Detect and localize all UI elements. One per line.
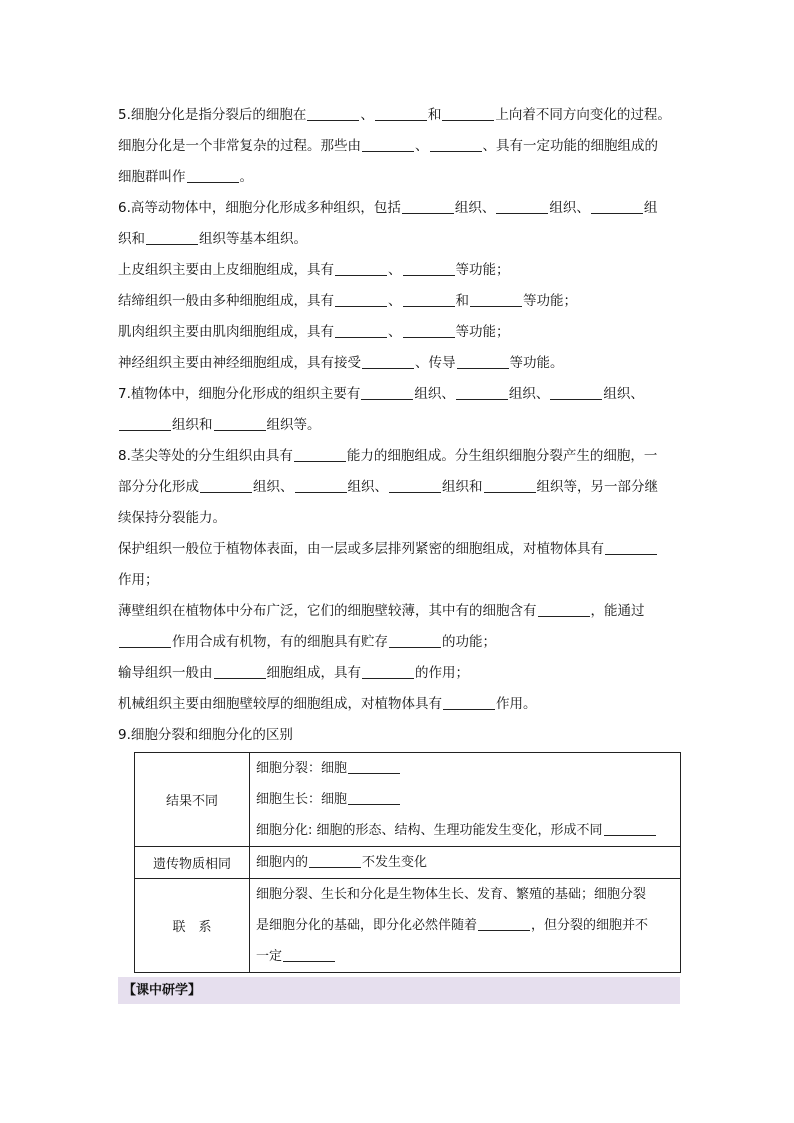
blank[interactable] <box>200 477 252 493</box>
text: 组 <box>643 200 658 216</box>
q6-line-4 <box>118 286 688 317</box>
q7-line-2 <box>118 410 688 441</box>
text: 细胞群叫作 <box>118 169 186 185</box>
text: 部分分化形成 <box>118 479 199 495</box>
blank[interactable] <box>496 198 548 214</box>
text: 肌肉组织主要由肌肉细胞组成，具有 <box>118 324 334 340</box>
q6-line-5 <box>118 317 688 348</box>
q8-line-8 <box>118 658 688 689</box>
text: 能力的细胞组成。分生组织细胞分裂产生的细胞，一 <box>346 448 658 464</box>
row-header: 联 系 <box>135 879 250 973</box>
text: 不发生变化 <box>362 855 428 870</box>
text-row <box>256 941 674 972</box>
text: 5.细胞分化是指分裂后的细胞在 <box>118 107 307 123</box>
text: 的作用； <box>415 665 469 681</box>
text: 7.植物体中，细胞分化形成的组织主要有 <box>118 386 361 402</box>
text: 神经组织主要由神经细胞组成，具有接受 <box>118 355 361 371</box>
blank[interactable] <box>430 136 482 152</box>
text: 8.茎尖等处的分生组织由具有 <box>118 448 293 464</box>
text-row <box>256 753 674 784</box>
text: 一定 <box>256 949 283 964</box>
text: 细胞分化: 细胞的形态、结构、生理功能发生变化，形成不同 <box>256 823 603 838</box>
text: 组织等基本组织。 <box>199 231 307 247</box>
blank[interactable] <box>403 260 455 276</box>
blank[interactable] <box>550 384 602 400</box>
text: 组织、 <box>603 386 644 402</box>
blank[interactable] <box>484 477 536 493</box>
blank[interactable] <box>187 167 239 183</box>
text: 、传导 <box>415 355 456 371</box>
text: 织和 <box>118 231 145 247</box>
text: 、 <box>388 262 402 278</box>
text: 组织等。 <box>266 417 321 433</box>
q8-line-4 <box>118 534 688 565</box>
q6-line-6 <box>118 348 688 379</box>
blank[interactable] <box>538 601 590 617</box>
text: 结缔组织一般由多种细胞组成，具有 <box>118 293 334 309</box>
text: 等功能； <box>455 262 510 278</box>
text: 输导组织一般由 <box>118 665 213 681</box>
text: 组织和 <box>442 479 483 495</box>
q5-line-1 <box>118 100 688 131</box>
text: 、 <box>360 107 374 123</box>
text-row <box>256 815 674 846</box>
blank[interactable] <box>335 291 387 307</box>
text: 6.高等动物体中，细胞分化形成多种组织，包括 <box>118 200 401 216</box>
blank[interactable] <box>604 820 656 836</box>
blank[interactable] <box>375 105 427 121</box>
blank[interactable] <box>442 105 494 121</box>
blank[interactable] <box>362 136 414 152</box>
text: 组织、 <box>549 200 590 216</box>
text: 组织、 <box>454 200 496 216</box>
blank[interactable] <box>295 477 347 493</box>
text: 细胞分裂、生长和分化是生物体生长、发育、繁殖的基础；细胞分裂 <box>256 887 647 902</box>
text: 保护组织一般位于植物体表面，由一层或多层排列紧密的细胞组成，对植物体具有 <box>118 541 604 557</box>
text: 的功能； <box>442 634 496 650</box>
q6-line-1 <box>118 193 688 224</box>
text: 组织、 <box>253 479 294 495</box>
blank[interactable] <box>389 477 441 493</box>
q8-line-9 <box>118 689 688 720</box>
q5-line-3 <box>118 162 688 193</box>
text: 组织和 <box>172 417 213 433</box>
text-row <box>256 847 674 878</box>
text: 等功能。 <box>509 355 564 371</box>
text: 细胞组成，具有 <box>266 665 361 681</box>
blank[interactable] <box>119 632 171 648</box>
text-row <box>256 879 674 910</box>
blank[interactable] <box>307 105 359 121</box>
text: 组织、 <box>414 386 455 402</box>
blank[interactable] <box>456 384 508 400</box>
blank[interactable] <box>443 694 495 710</box>
worksheet <box>118 100 688 1004</box>
text: 细胞分裂：细胞 <box>256 761 348 776</box>
text: 作用。 <box>496 696 537 712</box>
text: ，但分裂的细胞并不 <box>531 918 649 933</box>
row-content <box>250 879 681 973</box>
text: 、 <box>388 324 402 340</box>
text: 和 <box>427 107 442 123</box>
comparison-table <box>134 752 681 973</box>
q7-line-1 <box>118 379 688 410</box>
text: 组织、 <box>508 386 550 402</box>
q5-line-2 <box>118 131 688 162</box>
blank[interactable] <box>294 446 346 462</box>
row-content <box>250 753 681 847</box>
blank[interactable] <box>309 852 361 868</box>
table-row <box>135 847 681 879</box>
text: 作用合成有机物，有的细胞具有贮存 <box>172 634 388 650</box>
text: 。 <box>239 169 253 185</box>
row-content <box>250 847 681 879</box>
text-row <box>256 784 674 815</box>
blank[interactable] <box>478 915 530 931</box>
text: 薄壁组织在植物体中分布广泛，它们的细胞壁较薄，其中有的细胞含有 <box>118 603 537 619</box>
text: 和 <box>455 293 469 309</box>
text: 机械组织主要由细胞壁较厚的细胞组成，对植物体具有 <box>118 696 442 712</box>
text: 细胞分化是一个非常复杂的过程。那些由 <box>118 138 361 154</box>
text: 续保持分裂能力。 <box>118 510 226 526</box>
q8-line-2 <box>118 472 688 503</box>
text: 组织等，另一部分继 <box>536 479 658 495</box>
blank[interactable] <box>335 260 387 276</box>
blank[interactable] <box>214 663 266 679</box>
text: 、 <box>415 138 429 154</box>
text: 组织、 <box>347 479 388 495</box>
blank[interactable] <box>403 322 455 338</box>
row-header: 结果不同 <box>135 753 250 847</box>
q6-line-2 <box>118 224 688 255</box>
text: 、具有一定功能的细胞组成的 <box>482 138 658 154</box>
q8-line-1 <box>118 441 688 472</box>
text: 上向着不同方向变化的过程。 <box>495 107 671 123</box>
blank[interactable] <box>362 663 414 679</box>
q6-line-3 <box>118 255 688 286</box>
blank[interactable] <box>335 322 387 338</box>
blank[interactable] <box>605 539 657 555</box>
q8-line-7 <box>118 627 688 658</box>
text: 等功能； <box>455 324 510 340</box>
blank[interactable] <box>361 384 413 400</box>
text: 细胞生长：细胞 <box>256 792 348 807</box>
blank[interactable] <box>214 415 266 431</box>
text: 细胞内的 <box>256 855 309 870</box>
q9-title: 9.细胞分裂和细胞分化的区别 <box>118 727 293 743</box>
blank[interactable] <box>402 198 454 214</box>
section-header: 【课中研学】 <box>118 977 680 1004</box>
blank[interactable] <box>348 758 400 774</box>
q8-line-6 <box>118 596 688 627</box>
blank[interactable] <box>119 415 171 431</box>
text: 等功能； <box>523 293 577 309</box>
text: 是细胞分化的基础，即分化必然伴随着 <box>256 918 478 933</box>
row-header: 遗传物质相同 <box>135 847 250 879</box>
text: ，能通过 <box>590 603 645 619</box>
text: 作用； <box>118 572 159 588</box>
blank[interactable] <box>362 353 414 369</box>
blank[interactable] <box>470 291 522 307</box>
blank[interactable] <box>591 198 643 214</box>
text-row <box>256 910 674 941</box>
table-row <box>135 879 681 973</box>
blank[interactable] <box>403 291 455 307</box>
table-row <box>135 753 681 847</box>
blank[interactable] <box>348 789 400 805</box>
blank[interactable] <box>389 632 441 648</box>
text: 上皮组织主要由上皮细胞组成，具有 <box>118 262 334 278</box>
q8-line-3 <box>118 503 688 534</box>
q8-line-5 <box>118 565 688 596</box>
blank[interactable] <box>457 353 509 369</box>
text: 、 <box>388 293 402 309</box>
blank[interactable] <box>283 946 335 962</box>
blank[interactable] <box>146 229 198 245</box>
